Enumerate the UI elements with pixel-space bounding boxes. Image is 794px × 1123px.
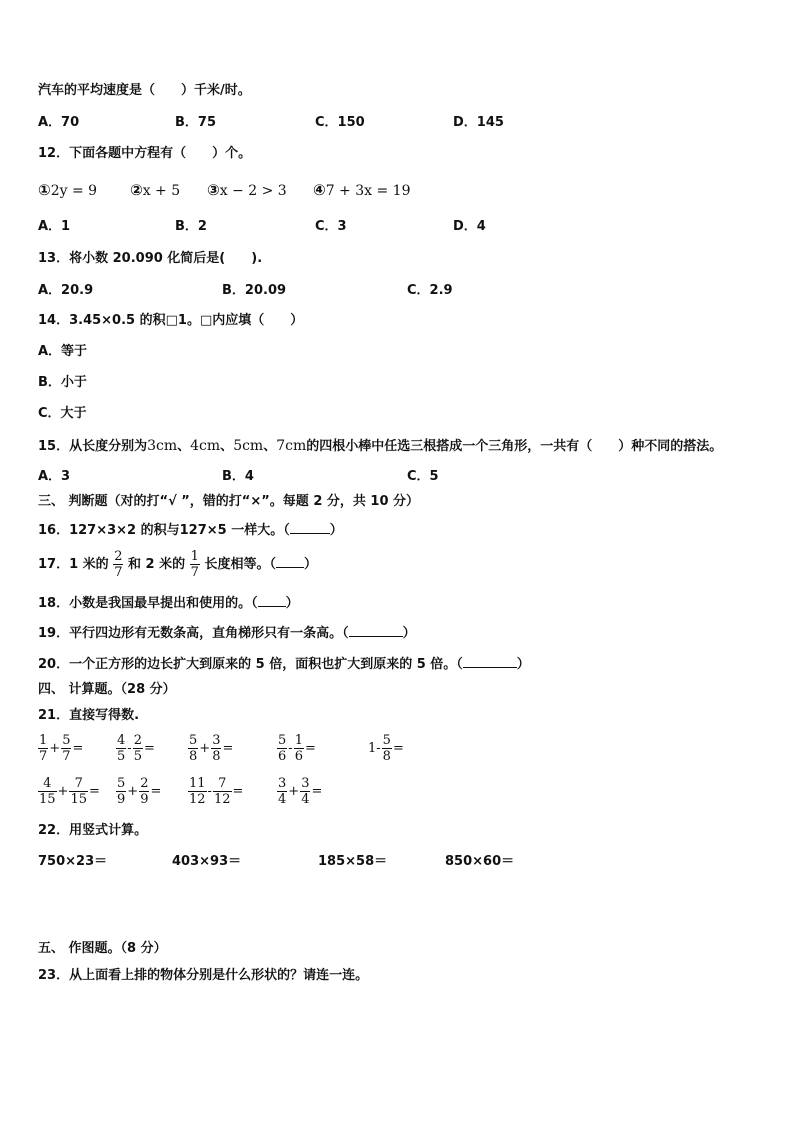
- q14-stem: 14．3.45×0.5 的积□1。□内应填（ ）: [38, 313, 304, 328]
- q21-row2-expr-1: [38, 776, 101, 807]
- q21-stem: 21．直接写得数.: [38, 708, 140, 723]
- q21-r1e5-lead: 1-: [368, 741, 381, 756]
- q21-r2e2-op: +: [127, 784, 139, 799]
- q21-r1e1-a-num: 1: [39, 733, 48, 748]
- q21-r1e4-a-num: 5: [278, 733, 287, 748]
- q17: [38, 549, 317, 580]
- q21-row1-expr-2: [116, 733, 156, 764]
- q21-r1e2-op: -: [127, 741, 132, 756]
- q21-r2e2-a-den: 9: [117, 792, 126, 807]
- q21-r2e2-a-num: 5: [117, 776, 126, 791]
- q21-r1e1-a-den: 7: [39, 749, 48, 764]
- q12-item-3-expr: x − 2 > 3: [219, 183, 287, 199]
- q20-answer-blank[interactable]: [463, 655, 517, 668]
- q21-r2e2-eq: =: [150, 784, 162, 799]
- q21-row2-expr-2: [116, 776, 162, 807]
- q21-r2e3-op: -: [207, 784, 212, 799]
- q21-r1e5-eq: =: [392, 741, 404, 756]
- q21-row1-expr-4: [277, 733, 317, 764]
- q20-text: 20．一个正方形的边长扩大到原来的 5 倍，面积也扩大到原来的 5 倍。（: [38, 657, 463, 672]
- q17-fraction-2: [190, 549, 200, 580]
- q22-stem: 22．用竖式计算。: [38, 823, 148, 838]
- q17-f2-den: 7: [190, 565, 199, 580]
- q21-r1e1-frac-b: [61, 733, 71, 764]
- q15-length-1: 3cm: [147, 438, 178, 454]
- q12-item-1-expr: 2y = 9: [50, 183, 98, 199]
- q21-r1e2-frac-b: [133, 733, 143, 764]
- q12-option-c: C．3: [315, 219, 347, 234]
- q12-item-1: [38, 182, 97, 200]
- q21-r1e2-frac-a: [116, 733, 126, 764]
- q21-r2e4-frac-b: [300, 776, 310, 807]
- q12-item-4: [313, 182, 411, 200]
- q11-option-a: A．70: [38, 115, 80, 130]
- q19-close: ）: [402, 626, 416, 641]
- q21-r2e2-frac-b: [139, 776, 149, 807]
- q12-option-d: D．4: [453, 219, 486, 234]
- q21-r2e2-b-num: 2: [140, 776, 149, 791]
- q21-r1e2-eq: =: [143, 741, 155, 756]
- q21-r1e3-op: +: [199, 741, 211, 756]
- q21-row1-expr-3: [188, 733, 234, 764]
- section-5-heading: 五、 作图题。（8 分）: [38, 941, 167, 956]
- q17-f2-num: 1: [190, 549, 199, 564]
- q22-item-2: 403×93＝: [172, 854, 242, 869]
- q21-r2e1-eq: =: [89, 784, 100, 799]
- q15-sep-2: 、: [220, 439, 234, 454]
- q21-r2e1-frac-b: [69, 776, 88, 807]
- q22-item-3: 185×58＝: [318, 854, 388, 869]
- q21-r2e3-b-num: 7: [218, 776, 227, 791]
- q19-answer-blank[interactable]: [349, 624, 403, 637]
- q17-b: 和 2 米的: [128, 557, 186, 572]
- q21-r1e1-b-den: 7: [62, 749, 71, 764]
- q17-close: ）: [303, 557, 317, 572]
- q11-option-c: C．150: [315, 115, 365, 130]
- q22-item-4: 850×60＝: [445, 854, 515, 869]
- q21-r1e4-a-den: 6: [278, 749, 287, 764]
- q13-option-a: A．20.9: [38, 283, 94, 298]
- q21-r2e4-b-den: 4: [301, 792, 310, 807]
- q21-r2e2-frac-a: [116, 776, 126, 807]
- q13-option-b: B．20.09: [222, 283, 287, 298]
- q12-option-a: A．1: [38, 219, 71, 234]
- q21-r2e3-eq: =: [232, 784, 244, 799]
- q16-close: ）: [329, 523, 343, 538]
- q15-option-c: C．5: [407, 469, 439, 484]
- q21-r2e4-a-den: 4: [278, 792, 287, 807]
- q21-r2e1-b-den: 15: [70, 792, 87, 807]
- q17-f1-den: 7: [114, 565, 123, 580]
- q21-r1e1-frac-a: [38, 733, 48, 764]
- q13-stem: 13．将小数 20.090 化简后是( ).: [38, 251, 263, 266]
- q11-stem: 汽车的平均速度是（ ）千米/时。: [38, 83, 251, 98]
- q21-r1e3-a-num: 5: [189, 733, 198, 748]
- q15-sep-1: 、: [177, 439, 191, 454]
- q21-row1-expr-5: [367, 733, 405, 764]
- q21-r1e3-b-num: 3: [212, 733, 221, 748]
- q21-r2e1-a-den: 15: [39, 792, 56, 807]
- q17-c: 长度相等。（: [204, 557, 276, 572]
- q21-row2-expr-3: [188, 776, 244, 807]
- q15-stem: [38, 438, 722, 455]
- q18-text: 18．小数是我国最早提出和使用的。（: [38, 596, 258, 611]
- q21-r1e3-frac-b: [211, 733, 221, 764]
- q21-r2e1-b-num: 7: [74, 776, 83, 791]
- q21-r1e1-b-num: 5: [62, 733, 71, 748]
- q17-answer-blank[interactable]: [276, 555, 304, 568]
- q21-r2e4-b-num: 3: [301, 776, 310, 791]
- q12-item-2: [130, 182, 180, 200]
- q15-stem-a: 15．从长度分别为: [38, 439, 148, 454]
- q21-r2e3-frac-a: [188, 776, 207, 807]
- q21-r1e2-a-den: 5: [117, 749, 126, 764]
- q17-f1-num: 2: [114, 549, 123, 564]
- q21-r1e3-a-den: 8: [189, 749, 198, 764]
- q21-r1e4-b-den: 6: [294, 749, 303, 764]
- q15-length-3: 5cm: [233, 438, 264, 454]
- q21-r2e1-op: +: [57, 784, 69, 799]
- q12-option-b: B．2: [175, 219, 207, 234]
- q23-stem: 23．从上面看上排的物体分别是什么形状的？请连一连。: [38, 968, 369, 983]
- q22-item-1: 750×23＝: [38, 854, 108, 869]
- q21-r2e4-frac-a: [277, 776, 287, 807]
- q20: [38, 655, 530, 673]
- q21-r2e3-a-den: 12: [189, 792, 206, 807]
- q21-row1-expr-1: [38, 733, 84, 764]
- q21-r2e1-frac-a: [38, 776, 57, 807]
- q16-answer-blank[interactable]: [290, 521, 330, 534]
- q21-r1e4-b-num: 1: [294, 733, 303, 748]
- q21-r2e1-a-num: 4: [43, 776, 52, 791]
- q19-text: 19．平行四边形有无数条高，直角梯形只有一条高。（: [38, 626, 349, 641]
- q21-r1e2-b-den: 5: [133, 749, 142, 764]
- q12-item-3-mark: ③: [207, 181, 220, 199]
- q15-option-b: B．4: [222, 469, 254, 484]
- q16-text: 16．127×3×2 的积与127×5 一样大。（: [38, 523, 290, 538]
- q19: [38, 624, 416, 642]
- q21-r1e1-eq: =: [72, 741, 84, 756]
- q21-r1e4-eq: =: [304, 741, 316, 756]
- q17-fraction-1: [113, 549, 123, 580]
- q15-option-a: A．3: [38, 469, 71, 484]
- q21-r1e5-b-num: 5: [382, 733, 391, 748]
- q21-r2e3-a-num: 11: [189, 776, 206, 791]
- q15-length-4: 7cm: [276, 438, 307, 454]
- q21-row2-expr-4: [277, 776, 323, 807]
- q21-r1e3-eq: =: [222, 741, 234, 756]
- q14-option-b: B．小于: [38, 375, 87, 390]
- q14-option-a: A．等于: [38, 344, 88, 359]
- q21-r1e4-frac-b: [294, 733, 304, 764]
- q18: [38, 594, 299, 612]
- q18-close: ）: [285, 596, 299, 611]
- section-4-heading: 四、 计算题。（28 分）: [38, 682, 176, 697]
- q21-r2e4-a-num: 3: [278, 776, 287, 791]
- q20-close: ）: [516, 657, 530, 672]
- q21-r1e5-b-den: 8: [382, 749, 391, 764]
- q21-r2e3-b-den: 12: [213, 792, 231, 807]
- q21-r2e2-b-den: 9: [140, 792, 149, 807]
- q12-item-2-mark: ②: [130, 181, 143, 199]
- q11-option-d: D．145: [453, 115, 504, 130]
- q12-item-2-expr: x + 5: [142, 183, 181, 199]
- q21-r1e5-frac-b: [382, 733, 392, 764]
- q12-item-4-mark: ④: [313, 181, 326, 199]
- q13-option-c: C．2.9: [407, 283, 453, 298]
- q16: [38, 521, 343, 539]
- q21-r1e1-op: +: [49, 741, 61, 756]
- q12-item-4-expr: 7 + 3x = 19: [325, 183, 411, 199]
- q12-item-1-mark: ①: [38, 181, 51, 199]
- q21-r2e4-op: +: [288, 784, 300, 799]
- q21-r1e2-a-num: 4: [117, 733, 126, 748]
- q12-item-3: [207, 182, 287, 200]
- q21-r1e3-frac-a: [188, 733, 198, 764]
- q18-answer-blank[interactable]: [258, 594, 286, 607]
- q11-option-b: B．75: [175, 115, 216, 130]
- q21-r1e4-frac-a: [277, 733, 287, 764]
- q15-stem-b: 的四根小棒中任选三根搭成一个三角形，一共有（ ）种不同的搭法。: [306, 439, 723, 454]
- section-3-heading: 三、 判断题（对的打“√ ”，错的打“×”。每题 2 分，共 10 分）: [38, 494, 420, 509]
- q21-r2e4-eq: =: [311, 784, 323, 799]
- q21-r1e2-b-num: 2: [133, 733, 142, 748]
- q21-r1e3-b-den: 8: [212, 749, 221, 764]
- q21-r1e4-op: -: [288, 741, 293, 756]
- q14-option-c: C．大于: [38, 406, 87, 421]
- q15-length-2: 4cm: [190, 438, 221, 454]
- q17-a: 17．1 米的: [38, 557, 109, 572]
- q21-r2e3-frac-b: [213, 776, 232, 807]
- q15-sep-3: 、: [263, 439, 277, 454]
- q12-stem: 12．下面各题中方程有（ ）个。: [38, 146, 252, 161]
